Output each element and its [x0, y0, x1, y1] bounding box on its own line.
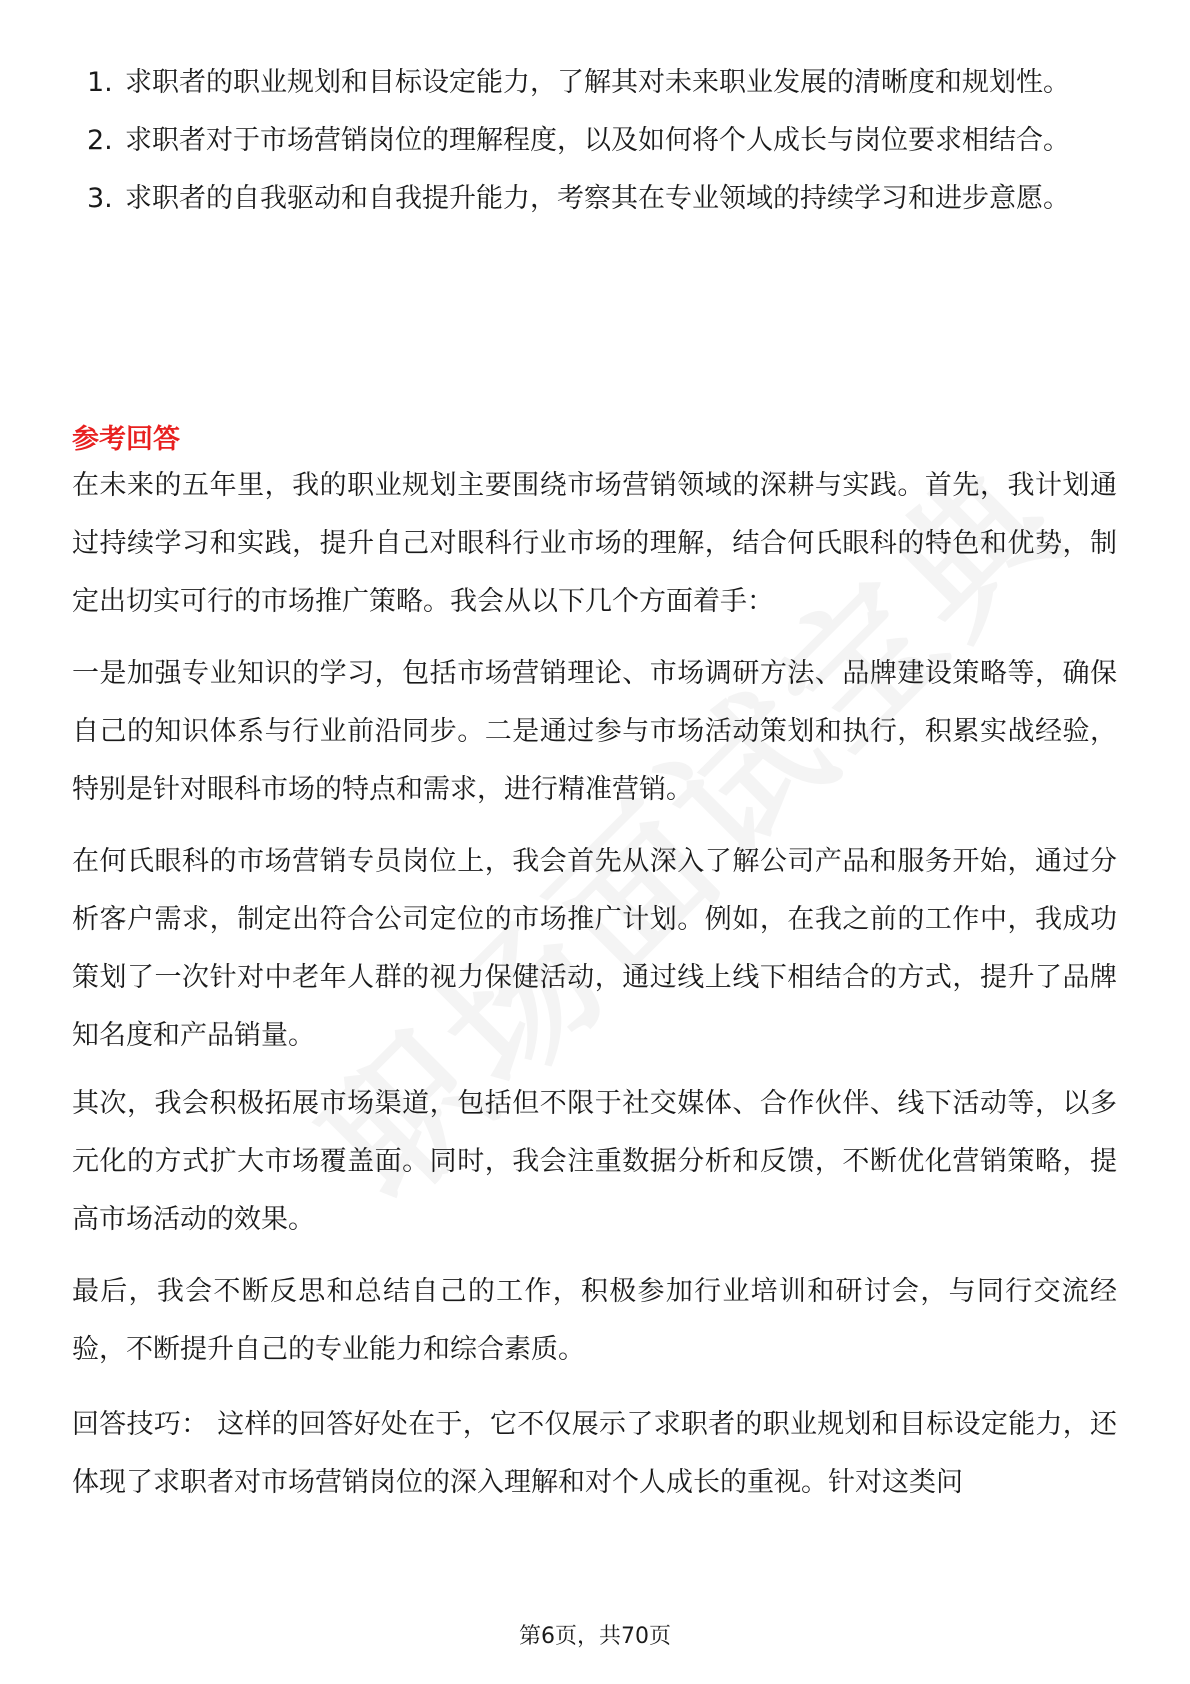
list-item-text: 求职者的职业规划和目标设定能力，了解其对未来职业发展的清晰度和规划性。 — [125, 67, 1070, 98]
paragraph: 最后，我会不断反思和总结自己的工作，积极参加行业培训和研讨会，与同行交流经验，不断提升自己的专业能力和综合素质。 — [72, 1276, 1117, 1365]
list-item-number: 2. — [87, 125, 113, 156]
page-number: 第6页，共70页 — [519, 1624, 671, 1649]
section-heading: 参考回答 — [72, 424, 180, 455]
list-item — [75, 170, 1115, 228]
list-item-number: 1. — [87, 67, 113, 98]
list-item-number: 3. — [87, 183, 113, 214]
evaluation-points-list — [75, 54, 1115, 228]
tip-paragraph: 回答技巧： 这样的回答好处在于，它不仅展示了求职者的职业规划和目标设定能力，还体现了求职者对市场营销岗位的深入理解和对个人成长的重视。针对这类问 — [72, 1409, 1117, 1498]
list-item-text: 求职者的自我驱动和自我提升能力，考察其在专业领域的持续学习和进步意愿。 — [125, 183, 1070, 214]
list-item — [75, 54, 1115, 112]
list-item-text: 求职者对于市场营销岗位的理解程度，以及如何将个人成长与岗位要求相结合。 — [125, 125, 1070, 156]
paragraph: 在未来的五年里，我的职业规划主要围绕市场营销领域的深耕与实践。首先，我计划通过持续学习和实践，提升自己对眼科行业市场的理解，结合何氏眼科的特色和优势，制定出切实可行的市场推广策略。我会从以下几个方面着手： — [72, 470, 1117, 617]
paragraph: 一是加强专业知识的学习，包括市场营销理论、市场调研方法、品牌建设策略等，确保自己的知识体系与行业前沿同步。二是通过参与市场活动策划和执行，积累实战经验，特别是针对眼科市场的特点和需求，进行精准营销。 — [72, 658, 1117, 805]
paragraph: 其次，我会积极拓展市场渠道，包括但不限于社交媒体、合作伙伴、线下活动等，以多元化的方式扩大市场覆盖面。同时，我会注重数据分析和反馈，不断优化营销策略，提高市场活动的效果。 — [72, 1088, 1117, 1235]
paragraph: 在何氏眼科的市场营销专员岗位上，我会首先从深入了解公司产品和服务开始，通过分析客户需求，制定出符合公司定位的市场推广计划。例如，在我之前的工作中，我成功策划了一次针对中老年人群的视力保健活动，通过线上线下相结合的方式，提升了品牌知名度和产品销量。 — [72, 846, 1117, 1051]
list-item — [75, 112, 1115, 170]
